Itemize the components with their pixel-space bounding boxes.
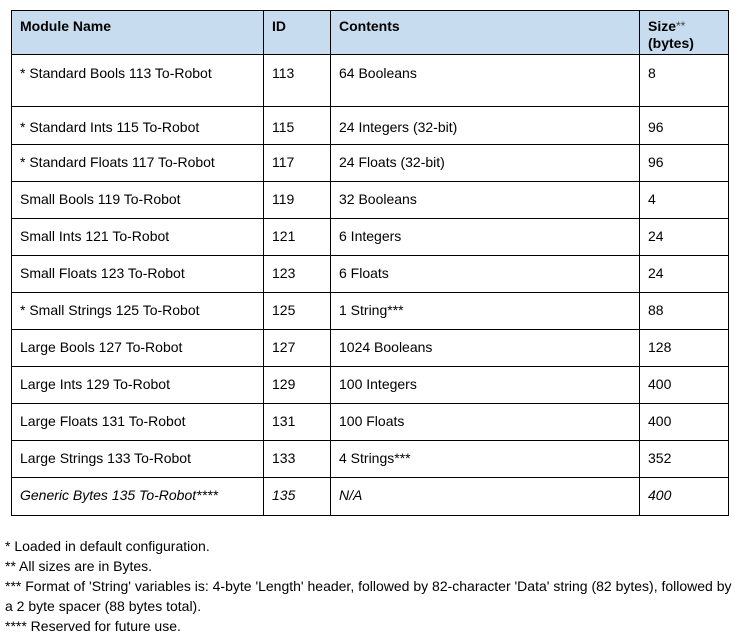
cell-contents: 32 Booleans <box>331 182 640 219</box>
cell-id: 129 <box>264 367 331 404</box>
table-row <box>12 404 729 441</box>
header-size-unit: (bytes) <box>648 35 694 51</box>
table-row <box>12 367 729 404</box>
cell-id: 125 <box>264 293 331 330</box>
cell-module-name: * Standard Bools 113 To-Robot <box>12 55 264 107</box>
footnotes <box>5 536 735 636</box>
header-size-label: Size <box>648 18 677 34</box>
cell-module-name: Large Floats 131 To-Robot <box>12 404 264 441</box>
table-row <box>12 182 729 219</box>
cell-module-name: * Standard Ints 115 To-Robot <box>12 107 264 145</box>
cell-id: 119 <box>264 182 331 219</box>
cell-contents: 100 Integers <box>331 367 640 404</box>
cell-contents: 24 Integers (32-bit) <box>331 107 640 145</box>
cell-module-name: Small Floats 123 To-Robot <box>12 256 264 293</box>
cell-id: 131 <box>264 404 331 441</box>
cell-contents: 64 Booleans <box>331 55 640 107</box>
cell-id: 135 <box>264 478 331 516</box>
header-id: ID <box>264 11 331 55</box>
cell-contents: 1 String*** <box>331 293 640 330</box>
cell-size: 24 <box>640 219 729 256</box>
cell-size: 96 <box>640 145 729 182</box>
cell-id: 115 <box>264 107 331 145</box>
footnote-sizes-bytes: ** All sizes are in Bytes. <box>5 558 153 574</box>
cell-module-name: Large Ints 129 To-Robot <box>12 367 264 404</box>
cell-module-name: Generic Bytes 135 To-Robot**** <box>12 478 264 516</box>
footnote-string-format: *** Format of 'String' variables is: 4-byte 'Length' header, followed by 82-character 'Data' string (82 bytes), followed by a 2 byte spacer (88 bytes total). <box>5 578 732 614</box>
cell-id: 117 <box>264 145 331 182</box>
cell-contents: 4 Strings*** <box>331 441 640 478</box>
table-row <box>12 330 729 367</box>
footnote-default-config: * Loaded in default configuration. <box>5 538 210 554</box>
table-row <box>12 256 729 293</box>
cell-size: 24 <box>640 256 729 293</box>
cell-contents: 1024 Booleans <box>331 330 640 367</box>
table-row <box>12 145 729 182</box>
cell-module-name: Small Ints 121 To-Robot <box>12 219 264 256</box>
cell-size: 96 <box>640 107 729 145</box>
cell-contents: N/A <box>331 478 640 516</box>
cell-size: 128 <box>640 330 729 367</box>
cell-module-name: Large Bools 127 To-Robot <box>12 330 264 367</box>
cell-size: 88 <box>640 293 729 330</box>
cell-size: 400 <box>640 404 729 441</box>
header-row <box>12 11 729 55</box>
cell-size: 4 <box>640 182 729 219</box>
table-row-reserved <box>12 478 729 516</box>
cell-id: 127 <box>264 330 331 367</box>
cell-size: 8 <box>640 55 729 107</box>
cell-id: 133 <box>264 441 331 478</box>
header-size <box>640 11 729 55</box>
header-size-marker: ** <box>676 19 686 33</box>
cell-module-name: * Small Strings 125 To-Robot <box>12 293 264 330</box>
cell-contents: 6 Integers <box>331 219 640 256</box>
header-contents: Contents <box>331 11 640 55</box>
cell-id: 113 <box>264 55 331 107</box>
cell-size: 400 <box>640 478 729 516</box>
footnote-reserved: **** Reserved for future use. <box>5 618 181 634</box>
cell-module-name: Small Bools 119 To-Robot <box>12 182 264 219</box>
cell-contents: 24 Floats (32-bit) <box>331 145 640 182</box>
cell-contents: 100 Floats <box>331 404 640 441</box>
modules-table <box>11 10 729 516</box>
table-row <box>12 441 729 478</box>
cell-id: 121 <box>264 219 331 256</box>
header-module-name: Module Name <box>12 11 264 55</box>
table-row <box>12 293 729 330</box>
cell-module-name: * Standard Floats 117 To-Robot <box>12 145 264 182</box>
cell-id: 123 <box>264 256 331 293</box>
table-row <box>12 219 729 256</box>
cell-size: 352 <box>640 441 729 478</box>
cell-module-name: Large Strings 133 To-Robot <box>12 441 264 478</box>
cell-size: 400 <box>640 367 729 404</box>
table-row <box>12 55 729 107</box>
cell-contents: 6 Floats <box>331 256 640 293</box>
table-row <box>12 107 729 145</box>
